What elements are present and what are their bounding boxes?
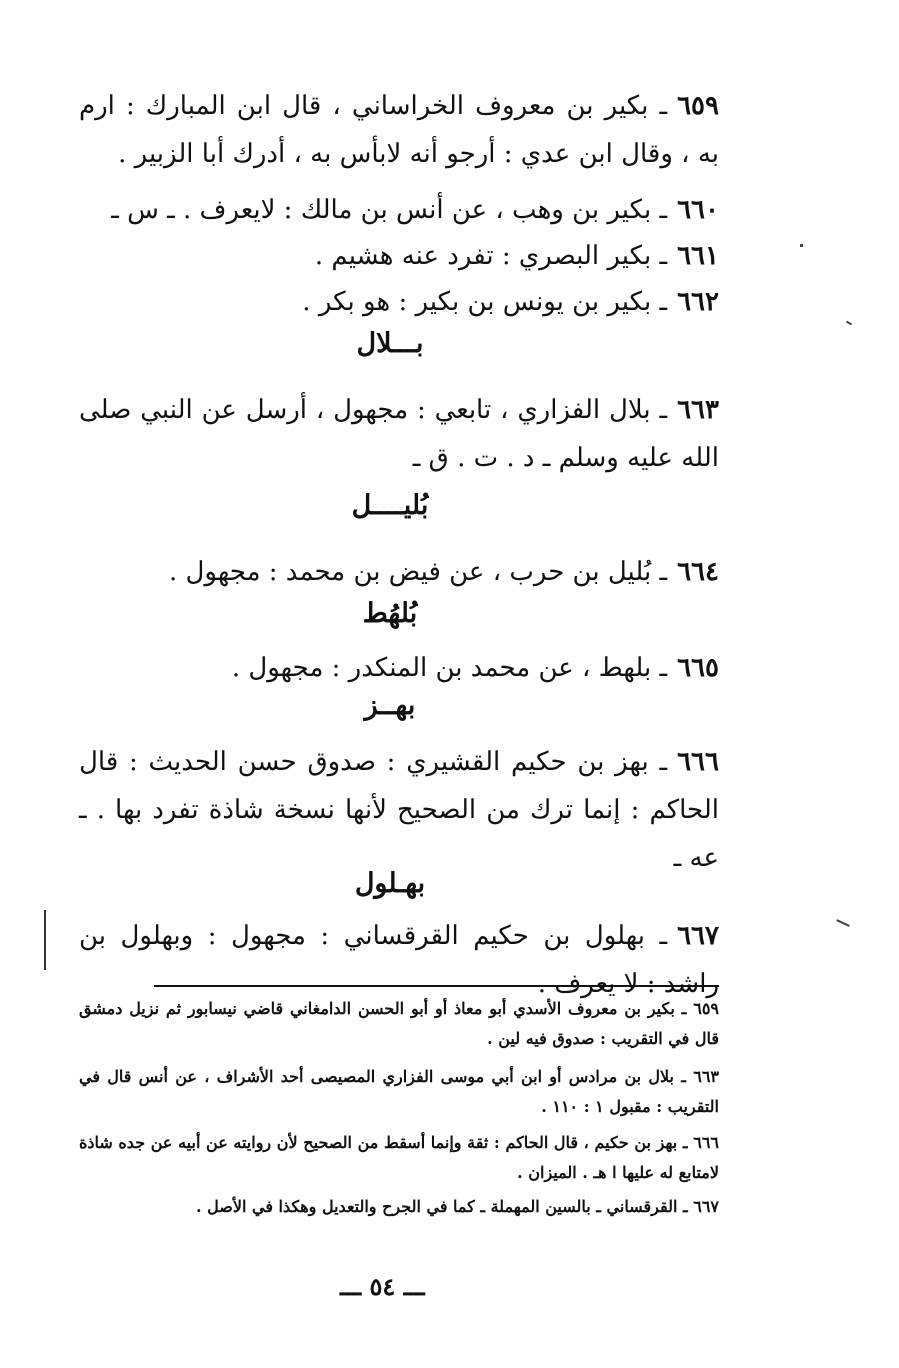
footnote-666: ٦٦٦ ـ بهز بن حكيم ، قال الحاكم : ثقة وإنما أسقط من الصحيح لأن روايته عن أبيه عن جده شاذة لامتابع له عليها ا هـ . الميزان . xyxy=(79,1133,719,1182)
entry-text: بكير بن معروف الخراساني ، قال ابن المبارك : ارم به ، وقال ابن عدي : أرجو أنه لابأس به ، أدرك أبا الزبير . xyxy=(79,91,719,169)
footnote-number: ٦٦٧ xyxy=(693,1197,719,1216)
footnote-663: ٦٦٣ ـ بلال بن مرادس أو ابن أبي موسى الفزاري المصيصى أحد الأشراف ، عن أنس قال في التقريب : مقبول ١ : ١١٠ . xyxy=(79,1067,720,1116)
entry-661: ٦٦١ـ بكير البصري : تفرد عنه هشيم . xyxy=(314,241,719,271)
entry-number: ٦٦٠ xyxy=(677,195,719,225)
entry-666: ٦٦٦ـ بهز بن حكيم القشيري : صدوق حسن الحديث : قال الحاكم : إنما ترك من الصحيح لأنها نسخة شاذة تفرد بها . ـ عه ـ xyxy=(79,747,719,873)
entry-text: بهز بن حكيم القشيري : صدوق حسن الحديث : قال الحاكم : إنما ترك من الصحيح لأنها نسخة شاذة تفرد بها . ـ عه ـ xyxy=(79,747,719,873)
entry-664: ٦٦٤ـ بُليل بن حرب ، عن فيض بن محمد : مجهول . xyxy=(168,557,719,587)
section-heading-bulhut: بُلهُط xyxy=(362,598,418,629)
entry-665: ٦٦٥ـ بلهط ، عن محمد بن المنكدر : مجهول . xyxy=(231,653,719,683)
entry-number: ٦٦٣ xyxy=(677,395,719,425)
entry-659: ٦٥٩ـ بكير بن معروف الخراساني ، قال ابن المبارك : ارم به ، وقال ابن عدي : أرجو أنه لابأس به ، أدرك أبا الزبير . xyxy=(79,91,719,169)
footnote-number: ٦٦٣ xyxy=(693,1067,720,1086)
entry-number: ٦٦١ xyxy=(677,241,719,271)
footnote-659: ٦٥٩ ـ بكير بن معروف الأسدي أبو معاذ أو أبو الحسن الدامغاني قاضي نيسابور ثم نزيل دمشق قال في التقريب : صدوق فيه لين . xyxy=(79,999,720,1048)
entry-text: بلهط ، عن محمد بن المنكدر : مجهول . xyxy=(231,653,652,683)
entry-number: ٦٦٤ xyxy=(677,557,719,587)
entry-number: ٦٦٢ xyxy=(677,287,719,317)
entry-text: بهلول بن حكيم القرقساني : مجهول : وبهلول بن راشد : لا يعرف . xyxy=(79,921,719,999)
footnote-text: القرقساني ـ بالسين المهملة ـ كما في الجرح والتعديل وهكذا في الأصل . xyxy=(196,1197,678,1216)
footnote-text: بكير بن معروف الأسدي أبو معاذ أو أبو الحسن الدامغاني قاضي نيسابور ثم نزيل دمشق قال في التقريب : صدوق فيه لين . xyxy=(79,999,719,1048)
section-heading-bilal: بـــلال xyxy=(356,328,424,359)
entry-660: ٦٦٠ـ بكير بن وهب ، عن أنس بن مالك : لايعرف . ـ س ـ xyxy=(111,195,719,225)
section-heading-bulayl: بُليــــل xyxy=(351,490,429,521)
entry-text: بكير بن وهب ، عن أنس بن مالك : لايعرف . ـ س ـ xyxy=(111,195,652,225)
entry-text: بُليل بن حرب ، عن فيض بن محمد : مجهول . xyxy=(168,557,652,587)
entry-text: بلال الفزاري ، تابعي : مجهول ، أرسل عن النبي صلى الله عليه وسلم ـ د . ت . ق ـ xyxy=(79,395,719,473)
margin-mark xyxy=(44,910,46,970)
entry-text: بكير بن يونس بن بكير : هو بكر . xyxy=(302,287,652,317)
page-number: ـــ ٥٤ ـــ xyxy=(340,1272,425,1301)
scan-speck xyxy=(800,244,803,247)
entry-number: ٦٦٧ xyxy=(677,921,719,951)
entry-number: ٦٦٦ xyxy=(677,747,719,777)
entry-number: ٦٥٩ xyxy=(677,91,719,121)
entry-663: ٦٦٣ـ بلال الفزاري ، تابعي : مجهول ، أرسل عن النبي صلى الله عليه وسلم ـ د . ت . ق ـ xyxy=(79,395,719,473)
entry-number: ٦٦٥ xyxy=(677,653,719,683)
footnote-667: ٦٦٧ ـ القرقساني ـ بالسين المهملة ـ كما في الجرح والتعديل وهكذا في الأصل . xyxy=(196,1197,719,1216)
footnote-number: ٦٥٩ xyxy=(693,999,720,1018)
footnote-text: بهز بن حكيم ، قال الحاكم : ثقة وإنما أسقط من الصحيح لأن روايته عن أبيه عن جده شاذة لامتابع له عليها ا هـ . الميزان . xyxy=(79,1133,719,1182)
footnote-number: ٦٦٦ xyxy=(693,1133,719,1152)
footnote-divider xyxy=(154,985,719,987)
section-heading-bahlul: بهـلول xyxy=(354,868,426,899)
entry-662: ٦٦٢ـ بكير بن يونس بن بكير : هو بكر . xyxy=(302,287,719,317)
section-heading-bahz: بهــز xyxy=(364,690,416,721)
entry-text: بكير البصري : تفرد عنه هشيم . xyxy=(314,241,652,271)
footnote-text: بلال بن مرادس أو ابن أبي موسى الفزاري المصيصى أحد الأشراف ، عن أنس قال في التقريب : مقبول ١ : ١١٠ . xyxy=(79,1067,719,1116)
entry-667: ٦٦٧ـ بهلول بن حكيم القرقساني : مجهول : وبهلول بن راشد : لا يعرف . xyxy=(79,921,719,999)
